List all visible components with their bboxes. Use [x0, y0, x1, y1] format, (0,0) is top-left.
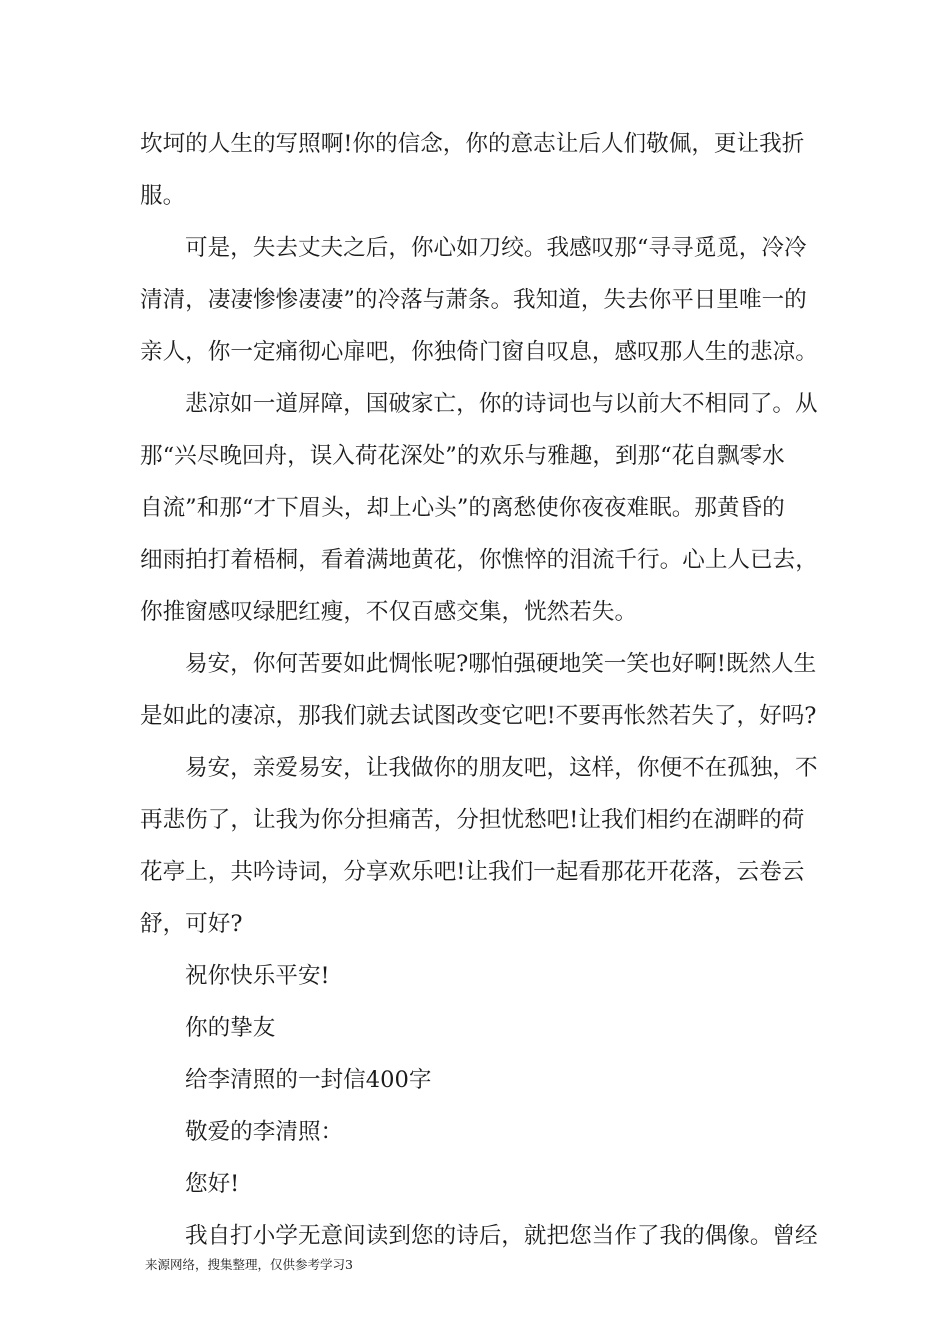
- text-line: 细雨拍打着梧桐，看着满地黄花，你憔悴的泪流千行。心上人已去，: [140, 547, 818, 573]
- text-line: 清清，凄凄惨惨凄凄”的冷落与萧条。我知道，失去你平日里唯一的: [140, 287, 807, 313]
- text-line: 坎坷的人生的写照啊!你的信念，你的意志让后人们敬佩，更让我折: [140, 131, 805, 157]
- paragraph-start: 悲凉如一道屏障，国破家亡，你的诗词也与以前大不相同了。从: [185, 391, 818, 417]
- text-line: 那“兴尽晚回舟，误入荷花深处”的欢乐与雅趣，到那“花自飘零水: [140, 443, 785, 469]
- text-line: 再悲伤了，让我为你分担痛苦，分担忧愁吧!让我们相约在湖畔的荷: [140, 807, 805, 833]
- text-line: 是如此的凄凉，那我们就去试图改变它吧!不要再怅然若失了，好吗?: [140, 703, 817, 729]
- text-line: 服。: [140, 183, 186, 209]
- paragraph-start: 易安，你何苦要如此惆怅呢?哪怕强硬地笑一笑也好啊!既然人生: [185, 651, 817, 677]
- signature: 你的挚友: [185, 1015, 276, 1041]
- text-line: 舒，可好?: [140, 911, 243, 937]
- paragraph-start: 易安，亲爱易安，让我做你的朋友吧，这样，你便不在孤独，不: [185, 755, 818, 781]
- section-title: 给李清照的一封信400字: [185, 1067, 432, 1093]
- paragraph-start: 我自打小学无意间读到您的诗后，就把您当作了我的偶像。曾经: [185, 1223, 818, 1249]
- salutation: 敬爱的李清照：: [185, 1119, 344, 1145]
- document-body: [140, 118, 822, 1262]
- paragraph-start: 可是，失去丈夫之后，你心如刀绞。我感叹那“寻寻觅觅，冷冷: [185, 235, 807, 261]
- greeting: 您好!: [185, 1171, 240, 1197]
- page-footer: 来源网络，搜集整理，仅供参考学习3: [145, 1257, 353, 1272]
- text-line: 你推窗感叹绿肥红瘦，不仅百感交集，恍然若失。: [140, 599, 638, 625]
- text-line: 亲人，你一定痛彻心扉吧，你独倚门窗自叹息，感叹那人生的悲凉。: [140, 339, 818, 365]
- text-line: 花亭上，共吟诗词，分享欢乐吧!让我们一起看那花开花落，云卷云: [140, 859, 805, 885]
- text-line: 自流”和那“才下眉头，却上心头”的离愁使你夜夜难眠。那黄昏的: [140, 495, 785, 521]
- closing-wish: 祝你快乐平安!: [185, 963, 330, 989]
